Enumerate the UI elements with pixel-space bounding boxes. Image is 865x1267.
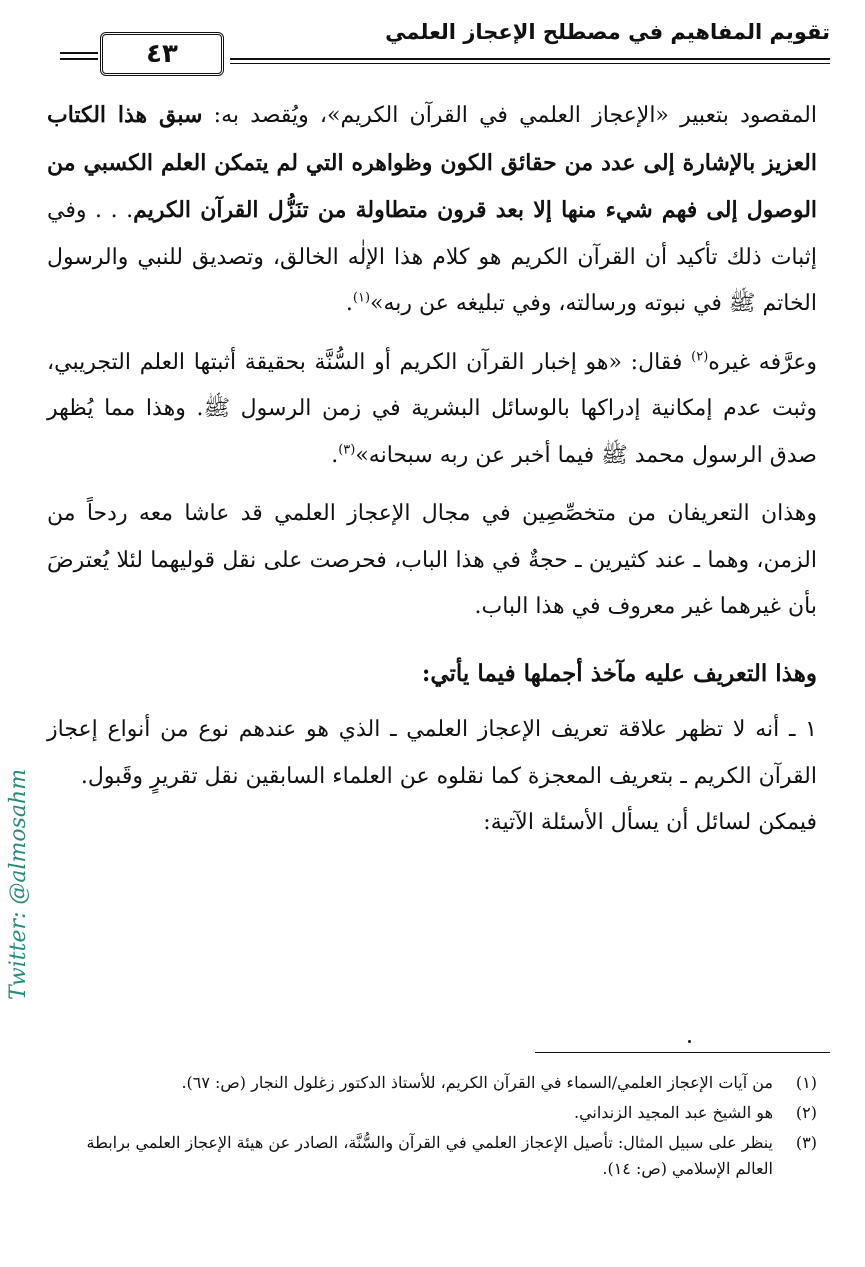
paragraph-4: ١ ـ أنه لا تظهر علاقة تعريف الإعجاز العلمي ـ الذي هو عندهم نوع من أنواع إعجاز القرآن الكريم ـ بتعريف المعجزة كما نقلوه عن العلماء السابقين نقل تقريرٍ وقَبول.: [47, 717, 817, 789]
paragraph-5: فيمكن لسائل أن يسأل الأسئلة الآتية:: [483, 810, 817, 835]
running-title: تقويم المفاهيم في مصطلح الإعجاز العلمي: [385, 20, 830, 44]
footnotes: [47, 1070, 817, 1186]
paragraph-1: [47, 92, 817, 328]
page-number: ٤٣: [100, 32, 224, 76]
stray-dot: [688, 1040, 691, 1043]
header-rule-left-2: [60, 58, 98, 60]
footnote-separator: [535, 1052, 830, 1053]
p1-definition-bold: سبق هذا الكتاب العزيز بالإشارة إلى عدد من حقائق الكون وظواهره التي لم يتمكن العلم الكسبي من الوصول إلى فهم شيء منها إلا بعد قرون متطاولة من تنَزُّل القرآن الكريم: [47, 102, 818, 223]
main-text: [47, 92, 817, 847]
section-heading: وهذا التعريف عليه مآخذ أجملها فيما يأتي:: [421, 659, 817, 687]
footnote-3: [47, 1130, 817, 1182]
footnote-1: [47, 1070, 817, 1096]
p1-end: .: [345, 291, 353, 316]
footnote-text: هو الشيخ عبد المجيد الزنداني.: [573, 1103, 773, 1122]
footnote-ref-2[interactable]: (٢): [691, 349, 709, 365]
header-rule-left: [60, 52, 98, 54]
p2-intro: وعرَّفه غيره: [708, 349, 817, 375]
footnote-text: من آيات الإعجاز العلمي/السماء في القرآن الكريم، للأستاذ الدكتور زغلول النجار (ص: ٦٧).: [181, 1073, 773, 1092]
footnote-number: (١): [795, 1073, 817, 1092]
footnote-ref-3[interactable]: (٣): [338, 442, 356, 458]
twitter-watermark: Twitter: @almosahm: [6, 768, 31, 1000]
page-header: [40, 18, 830, 68]
paragraph-3: وهذان التعريفان من متخصِّصِين في مجال الإعجاز العلمي قد عاشا معه ردحاً من الزمن، وهما ـ عند كثيرين ـ حجةٌ في هذا الباب، فحرصت على نقل قوليهما لئلا يُعترضَ بأن غيرهما غير معروف في هذا الباب.: [47, 501, 817, 619]
footnote-number: (٣): [795, 1133, 817, 1152]
p2-end: .: [331, 442, 339, 468]
header-rule-thin: [230, 63, 830, 64]
footnote-ref-1[interactable]: (١): [352, 290, 371, 306]
header-rule: [230, 58, 830, 60]
footnote-text: ينظر على سبيل المثال: تأصيل الإعجاز العلمي في القرآن والسُّنَّة، الصادر عن هيئة الإعجاز العلمي برابطة العالم الإسلامي (ص: ١٤).: [86, 1133, 773, 1178]
p1-intro: المقصود بتعبير «الإعجاز العلمي في القرآن الكريم»، ويُقصد به:: [202, 103, 817, 128]
footnote-2: [47, 1100, 817, 1126]
p2-quote: فقال: «هو إخبار القرآن الكريم أو السُّنَّة بحقيقة أثبتها العلم التجريبي، وثبت عدم إمكانية إدراكها بالوسائل البشرية في زمن الرسول ﷺ. وهذا مما يُظهر صدق الرسول محمد ﷺ فيما أخبر عن ربه سبحانه»: [47, 349, 817, 468]
paragraph-2: [47, 340, 817, 480]
p1-continuation: . . . وفي إثبات ذلك تأكيد أن القرآن الكريم هو كلام هذا الإلٰه الخالق، وتصديق للنبي والرسول الخاتم ﷺ في نبوته ورسالته، وفي تبليغه عن ربه»: [47, 198, 817, 316]
footnote-number: (٢): [795, 1103, 817, 1122]
